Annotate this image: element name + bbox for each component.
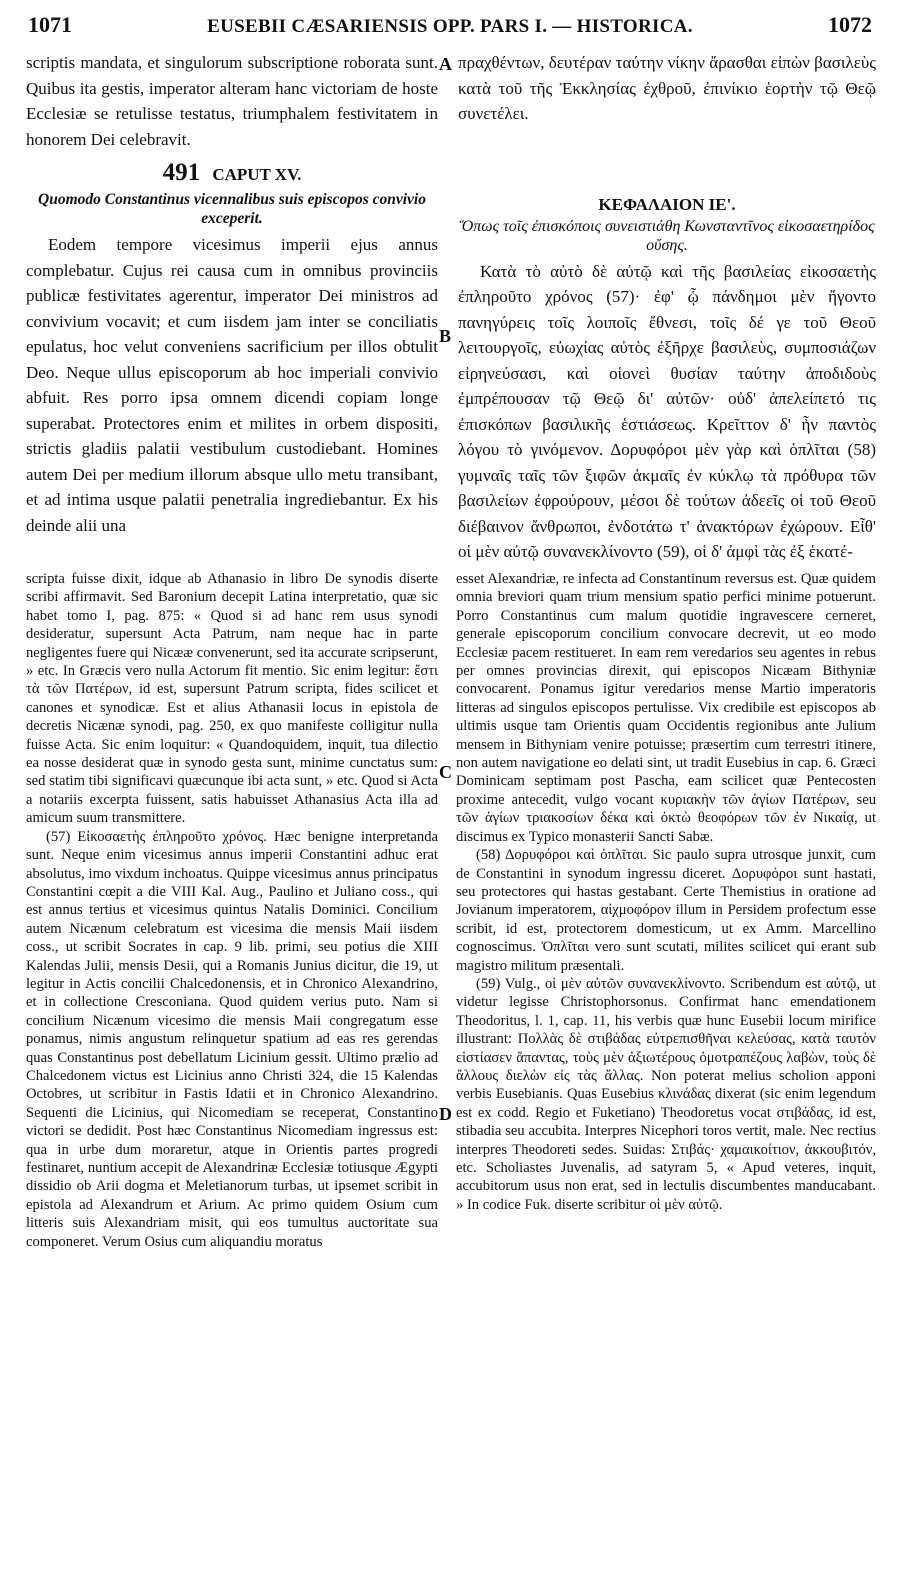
note-58: (58) Δορυφόροι καὶ ὁπλῖται. Sic paulo supra utrosque junxit, cum de Constantini in synodum ingressu diceret. Δορυφόροι sunt hastati, seu protectores qui hastas gestabant. Certe Themistius in oratione ad Jovianum imperatorem, αἰχμοφόρον illum in Persidem profectum esse scribit, id est, protectorem domesticum, ut ex Amm. Marcellino cognoscimus. Ὁπλῖται vero sunt scutati, milites scilicet qui erant sub magistro militum præsentali. xyxy=(456,847,876,974)
running-title: EUSEBII CÆSARIENSIS OPP. PARS I. — HISTORICA. xyxy=(207,16,693,37)
margin-letter-a: A xyxy=(439,54,452,74)
running-head xyxy=(28,10,872,44)
right-page-number: 1072 xyxy=(828,12,872,37)
notes-left-column xyxy=(26,570,438,1570)
note-paragraph: esset Alexandriæ, re infecta ad Constantinum reversus est. Quæ quidem omnia breviori quam trium mensium spatio perfici minime potuerunt. Porro Constantinus cum malum quotidie ingravescere cerneret, generale episcoporum concilium convocare decrevit, ut eo modo Ecclesiæ pacem restitueret. In eam rem veredarios seu agentes in rebus per omnes provincias direxit, qui episcopos Nicæam Bithyniæ convocarent. Ponamus igitur veredarios mense Martio imperatoris litteras ad singulos episcopos pertulisse. Vix credibile est episcopos ab ultimis usque tam Orientis quam Occidentis regionibus ante Julium mensem in Bithyniam venire potuisse; præsertim cum terrestri itinere, non autem navigatione eo delati sint, ut tradit Eusebius in cap. 6. Græci Dominicam septimam post Pascha, eam scilicet quæ Pentecosten proxime antecedit, vulgo vocant κυριακὴν τῶν ἁγίων Πατέρων, seu τῶν ἁγίων τριακοσίων δέκα καὶ ὀκτὼ θεοφόρων τῶν ἐν Νικαίᾳ, ut discimus ex Typico monasterii Sancti Sabæ. xyxy=(456,571,876,845)
note-57: (57) Εἰκοσαετὴς ἐπληροῦτο χρόνος. Hæc benigne interpretanda sunt. Neque enim vicesimus annus imperii Constantini adhuc erat absolutus, imo vixdum inchoatus. Quippe vicesimus annus principatus Constantini cœpit a die VIII Kal. Aug., Paulino et Juliano coss., qui est annus tertius et vicesimus quintus Natalis Dominici. Concilium autem Nicænum celebratum est vicesima die mensis Maii iisdem coss., ut scribit Socrates in cap. 9 lib. primi, seu potius die XIII Kalendas Julii, mensis Desii, qui a Romanis Junius dicitur, die 19, ut legitur in Actis concilii Chalcedonensis, et in Chronico Alexandrino, et in collectione Cresconiana. Quod quidem verius puto. Nam si concilium Nicænum vicesimo die mensis Maii congregatum esse ponamus, nimis angustum relinquetur spatium ad eas res gerendas quas Constantinus post debellatum Licinium gessit. Ultimo prælio ad Chalcedonem victus est Licinius anno Christi 324, die 15 Kalendas Octobres, ut scribitur in Fastis Idatii et in Chronico Alexandrino. Sequenti die Licinius, qui Nicomediam se receperat, Constantino victori se dedidit. Post hæc Constantinus Nicomediam ingressus est: qua in urbe dum moraretur, atque in Orientis partes progredi festinaret, nuntium accepit de Alexandrinæ Ecclesiæ totiusque Ægypti dissidio ob Arii dogma et Meletianorum turbas, ut ipsemet scribit in epistola ad Alexandrum et Arium. Ac primo quidem Osium cum litteris suis Alexandriam misit, qui eos tumultus auctoritate sua componeret. Verum Osius cum aliquandiu moratus xyxy=(26,828,438,1250)
latin-chapter-title: Quomodo Constantinus vicennalibus suis episcopos convivio exceperit. xyxy=(38,191,426,227)
greek-column xyxy=(458,50,876,562)
greek-intro: πραχθέντων, δευτέραν ταύτην νίκην ἄρασθαι εἰπὼν βασιλεὺς κατὰ τοῦ τῆς Ἐκκλησίας ἐχθροῦ, ἐπινίκιο ἑορτὴν τῷ Θεῷ συνετέλει. xyxy=(458,53,876,123)
margin-letter-b: B xyxy=(439,326,452,346)
section-number: 491 xyxy=(162,159,201,186)
latin-chapter-label: CAPUT XV. xyxy=(212,165,302,184)
notes-right-column xyxy=(456,570,876,1570)
margin-letter-c: C xyxy=(439,762,452,782)
margin-letter-d: D xyxy=(439,1104,452,1124)
left-page-number: 1071 xyxy=(28,12,72,37)
note-59: (59) Vulg., οἱ μὲν αὐτῶν συνανεκλίνοντο. Scribendum est αὐτῷ, ut videtur legisse Christophorsonus. Confirmat hanc emendationem Theodoritus, l. 1, cap. 11, his verbis quæ hunc Eusebii locum mirifice illustrant: Πολλὰς δὲ στιβάδας εὐτρεπισθῆναι κελεύσας, κατὰ ταυτὸν εἱστίασεν ἅπαντας, τοὺς μὲν ἀξιωτέρους ὁμοτραπέζους λαβὼν, τοὺς δὲ ἄλλους διελὼν εἰς τὰς ἄλλας. Non poterat melius scholion apponi verbis Eusebianis. Quas Eusebius κλινάδας dixerat (sic enim legendum est ex codd. Regio et Fuketiano) Theodoretus vocat στιβάδας, id est, stibadia seu accubita. Interpres Nicephori toros vertit, male. Nec rectius interpres Theodoreti sedes. Suidas: Στιβάς· χαμαικοίτιον, ἀκκουβιτόν, etc. Scholiastes Juvenalis, ad satyram 5, « Apud veteres, inquit, accubitorum usus non erat, sed in lectulis discumbentes manducabant. » In codice Fuk. diserte scribitur οἱ μὲν αὐτῷ. xyxy=(456,975,876,1213)
note-paragraph: scripta fuisse dixit, idque ab Athanasio in libro De synodis diserte scribi affirmavit. Sed Baronium decepit Latina interpretatio, quæ sic habet tomo I, pag. 875: « Quod si ad hanc rem usus synodi desideratur, supersunt Acta Patrum, nam neque hac in parte negligentes fuere qui Nicææ convenerunt, sed ita accurate scripserunt, » etc. In Græcis vero nulla Actorum fit mentio. Sic enim legitur: ἔστι τὰ τῶν Πατέρων, id est, supersunt Patrum scripta, fides scilicet et canones et synodicæ. Est et alius Athanasii locus in epistola de decretis Nicænæ synodi, pag. 250, ex quo manifeste colligitur nulla fuisse Acta. Sic enim loquitur: « Quandoquidem, inquit, tua dilectio ea nosse desiderat quæ in synodo gesta sunt, minime cunctatus sum: sed statim tibi significavi quæcunque ibi acta sunt, » etc. Quod si Acta a notariis excerpta fuissent, satis habuisset Athanasius Acta illa ad amicum suum transmittere. xyxy=(26,571,438,827)
latin-chapter-heading xyxy=(26,160,438,188)
greek-chapter-title: Ὅπως τοῖς ἐπισκόποις συνειστιάθη Κωνσταντῖνος εἰκοσαετηρίδος οὔσης. xyxy=(459,217,875,254)
latin-body: Eodem tempore vicesimus imperii ejus annus complebatur. Cujus rei causa cum in omnibus provinciis publicæ festivitates agerentur, imperator Dei ministros ad convivium vocavit; et cum iisdem jam inter se conciliatis epulatus, hoc velut conveniens sacrificium per illos obtulit Deo. Neque ullus episcoporum ab hoc imperiali convivio abfuit. Res porro ipsa omnem dicendi copiam longe superabat. Protectores enim et milites in orbem dispositi, strictis gladiis palatii vestibulum custodiebant. Homines autem Dei per medium illorum absque ullo metu transibant, et ad intima usque palatii penetralia ingrediebantur. Ex his deinde alii una xyxy=(26,235,438,535)
latin-intro: scriptis mandata, et singulorum subscriptione roborata sunt. Quibus ita gestis, imperator alteram hanc victoriam de hoste Ecclesiæ se retulisse testatus, triumphalem festivitatem in honorem Dei celebravit. xyxy=(26,53,438,149)
latin-column xyxy=(26,50,438,562)
greek-chapter-label: ΚΕΦΑΛΑΙΟΝ ΙΕ'. xyxy=(598,194,736,214)
greek-body: Κατὰ τὸ αὐτὸ δὲ αὐτῷ καὶ τῆς βασιλείας εἰκοσαετὴς ἐπληροῦτο χρόνος (57)· ἐφ' ᾧ πάνδημοι μὲν ἤγοντο πανηγύρεις τοῖς λοιποῖς ἔθνεσι, τοῖς δέ γε τοῦ Θεοῦ λειτουργοῖς, εὐωχίας αὐτὸς ἐξῆρχε βασιλεὺς, συμποσιάζων εἰρηνεύσασι, καὶ οἱονεὶ θυσίαν ταύτην ἀποδιδοὺς ἐμπρέπουσαν τῷ Θεῷ δι' αὐτῶν· οὐδ' ἀπελείπετό τις ἐπισκόπων βασιλικῆς ἑστιάσεως. Κρεῖττον δ' ἦν παντὸς λόγου τὸ γινόμενον. Δορυφόροι μὲν γὰρ καὶ ὁπλῖται (58) γυμναῖς ταῖς τῶν ξιφῶν ἀκμαῖς ἐν κύκλῳ τὰ πρόθυρα τῶν βασιλείων ἐφρούρουν, μέσοι δὲ τούτων ἀδεεῖς οἱ τοῦ Θεοῦ διέβαινον ἄνθρωποι, ἐνδοτάτω τ' ἀνακτόρων ἐχώρουν. Εἶθ' οἱ μὲν αὐτῷ συνανεκλίνοντο (59), οἱ δ' ἀμφὶ τὰς ἐξ ἑκατέ- xyxy=(458,261,876,561)
